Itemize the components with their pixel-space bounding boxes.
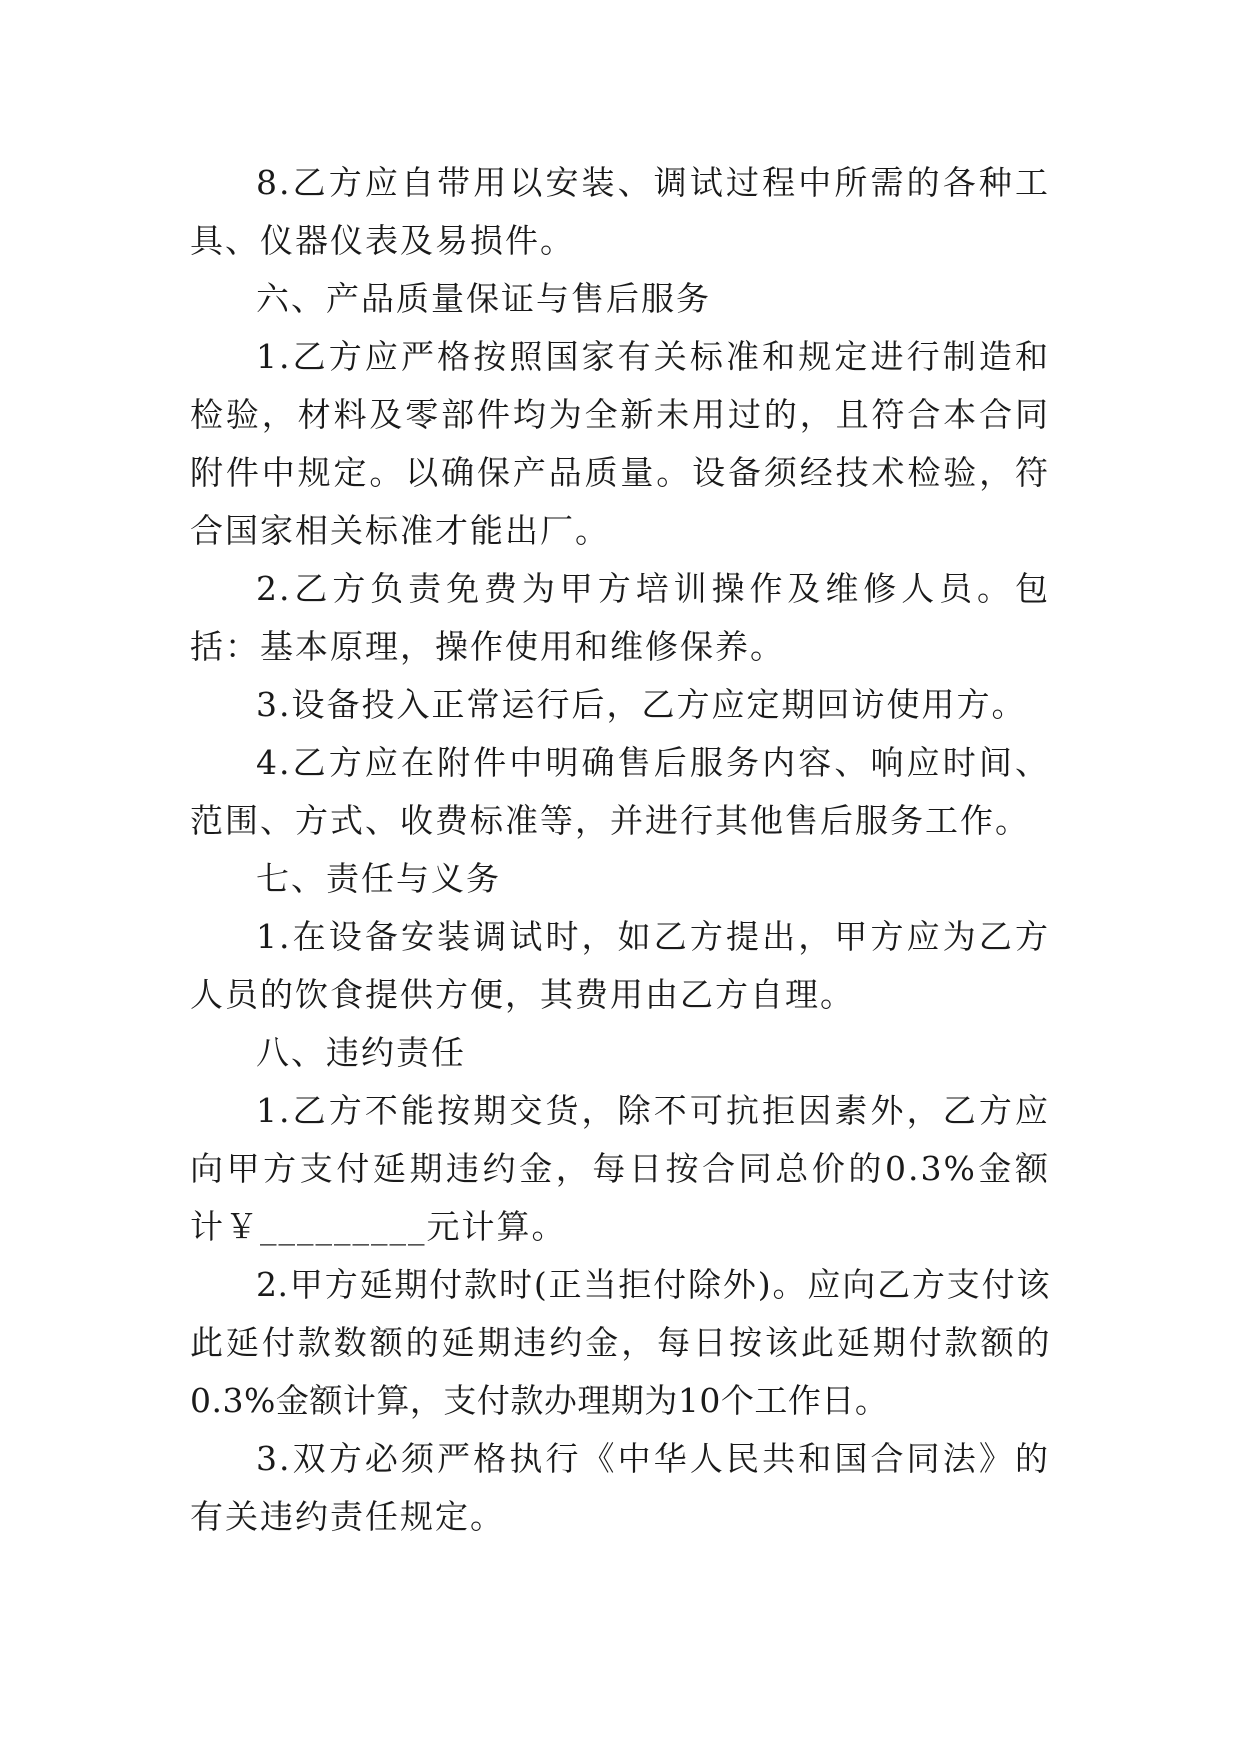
section-heading-responsibility: 七、责任与义务 [256,859,501,898]
paragraph-late-delivery: 1.乙方不能按期交货，除不可抗拒因素外，乙方应向甲方支付延期违约金，每日按合同总价的0.3%金额计￥_________元计算。 [190,1091,1050,1246]
section-heading-breach: 八、违约责任 [256,1033,466,1072]
section-heading-quality-service: 六、产品质量保证与售后服务 [256,279,711,318]
paragraph-followup-visit: 3.设备投入正常运行后，乙方应定期回访使用方。 [256,685,1027,724]
paragraph-training: 2.乙方负责免费为甲方培训操作及维修人员。包括：基本原理，操作使用和维修保养。 [190,569,1050,666]
document-body [190,154,1050,1546]
paragraph-catering: 1.在设备安装调试时，如乙方提出，甲方应为乙方人员的饮食提供方便，其费用由乙方自理。 [190,917,1050,1014]
paragraph-quality-standard: 1.乙方应严格按照国家有关标准和规定进行制造和检验，材料及零部件均为全新未用过的，且符合本合同附件中规定。以确保产品质量。设备须经技术检验，符合国家相关标准才能出厂。 [190,337,1050,550]
paragraph-contract-law: 3.双方必须严格执行《中华人民共和国合同法》的有关违约责任规定。 [190,1439,1050,1536]
paragraph-tools: 8.乙方应自带用以安装、调试过程中所需的各种工具、仪器仪表及易损件。 [190,163,1050,260]
paragraph-late-payment: 2.甲方延期付款时(正当拒付除外)。应向乙方支付该此延付款数额的延期违约金，每日按该此延期付款额的0.3%金额计算，支付款办理期为10个工作日。 [190,1265,1050,1420]
paragraph-after-sales: 4.乙方应在附件中明确售后服务内容、响应时间、范围、方式、收费标准等，并进行其他售后服务工作。 [190,743,1050,840]
